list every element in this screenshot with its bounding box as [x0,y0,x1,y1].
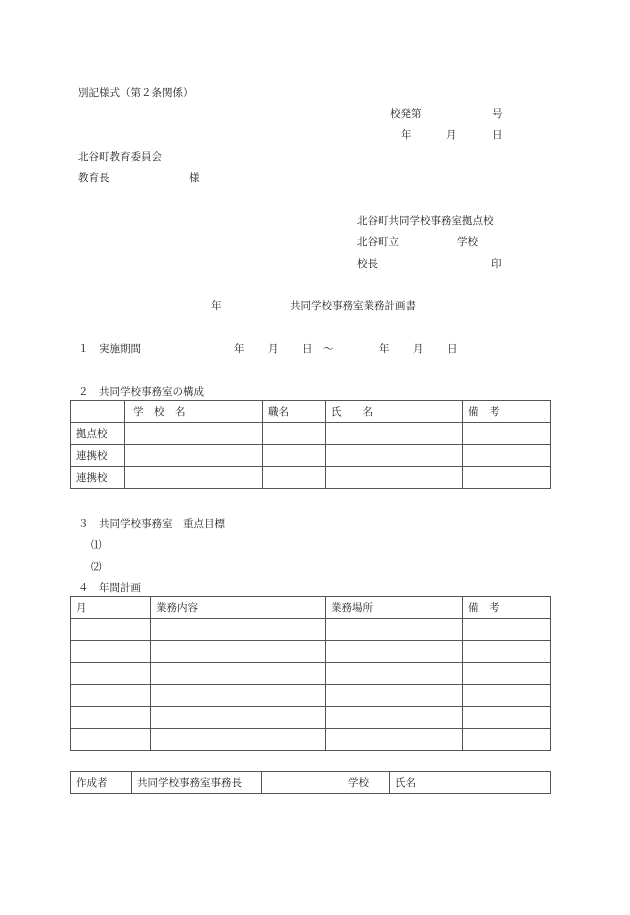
goal-item-1: ⑴ [91,539,102,551]
table-row [71,423,551,445]
table-cell [125,445,263,467]
table-cell [151,663,326,685]
author-table [70,771,551,794]
table-header-cell: 業務内容 [151,597,326,619]
table-header-cell: 備 考 [463,401,551,423]
sender-hub-school: 北谷町共同学校事務室拠点校 [357,215,494,227]
document-title: 共同学校事務室業務計画書 [290,300,416,312]
author-school-suffix: 学校 [262,772,390,794]
table-cell [326,641,463,663]
composition-table [70,400,551,489]
period-start-year: 年 [234,343,245,355]
table-cell [151,641,326,663]
sender-seal: 印 [491,258,502,270]
table-header-cell: 備 考 [463,597,551,619]
table-cell [151,685,326,707]
table-header-row [71,597,551,619]
table-cell [151,707,326,729]
table-row [71,619,551,641]
table-cell [125,423,263,445]
table-header-cell [71,401,125,423]
period-start-month: 月 [268,343,279,355]
goal-item-2: ⑵ [91,561,102,573]
table-row [71,729,551,751]
table-cell [151,729,326,751]
table-row [71,707,551,729]
author-label: 作成者 [71,772,132,794]
table-cell [463,707,551,729]
section2-heading: ２ 共同学校事務室の構成 [78,386,204,398]
author-name-label: 氏名 [390,772,551,794]
issue-number-suffix: 号 [492,108,503,120]
table-cell [326,445,463,467]
sender-principal: 校長 [357,258,378,270]
table-header-cell: 月 [71,597,151,619]
table-cell [463,729,551,751]
recipient-title: 教育長 [78,172,110,184]
table-header-cell: 業務場所 [326,597,463,619]
table-cell [71,707,151,729]
sender-school-prefix: 北谷町立 [357,236,399,248]
sender-school-suffix: 学校 [457,236,478,248]
section1-heading: １ 実施期間 [78,343,141,355]
table-cell [125,467,263,489]
table-cell [326,685,463,707]
recipient-honorific: 様 [189,172,200,184]
table-cell [326,729,463,751]
table-row [71,663,551,685]
table-cell [71,729,151,751]
row-label: 拠点校 [71,423,125,445]
date-day-label: 日 [492,129,503,141]
table-row [71,772,551,794]
table-cell [326,619,463,641]
document-title-year: 年 [211,300,222,312]
table-cell [71,685,151,707]
period-end-month: 月 [413,343,424,355]
table-cell [326,467,463,489]
table-cell [71,619,151,641]
table-cell [263,467,326,489]
annual-plan-table [70,596,551,751]
period-start-day: 日 [302,343,313,355]
table-cell [463,423,551,445]
table-header-cell: 氏 名 [326,401,463,423]
table-row [71,685,551,707]
table-cell [263,445,326,467]
table-cell [326,663,463,685]
date-year-label: 年 [401,129,412,141]
table-cell [463,663,551,685]
row-label: 連携校 [71,445,125,467]
recipient-org: 北谷町教育委員会 [78,151,162,163]
table-cell [463,619,551,641]
table-cell [326,423,463,445]
period-separator: 〜 [323,343,334,355]
table-cell [151,619,326,641]
table-cell [463,641,551,663]
section4-heading: ４ 年間計画 [78,582,141,594]
table-header-cell: 職名 [263,401,326,423]
table-header-row [71,401,551,423]
table-cell [463,445,551,467]
issue-number-prefix: 校発第 [390,108,422,120]
table-cell [71,663,151,685]
section3-heading: ３ 共同学校事務室 重点目標 [78,518,225,530]
table-cell [326,707,463,729]
author-role: 共同学校事務室事務長 [132,772,262,794]
table-row [71,467,551,489]
table-cell [71,641,151,663]
period-end-year: 年 [379,343,390,355]
row-label: 連携校 [71,467,125,489]
table-row [71,641,551,663]
table-header-cell: 学 校 名 [125,401,263,423]
date-month-label: 月 [446,129,457,141]
form-label: 別記様式（第２条関係） [78,87,194,99]
table-cell [463,685,551,707]
period-end-day: 日 [447,343,458,355]
table-cell [263,423,326,445]
table-cell [463,467,551,489]
table-row [71,445,551,467]
